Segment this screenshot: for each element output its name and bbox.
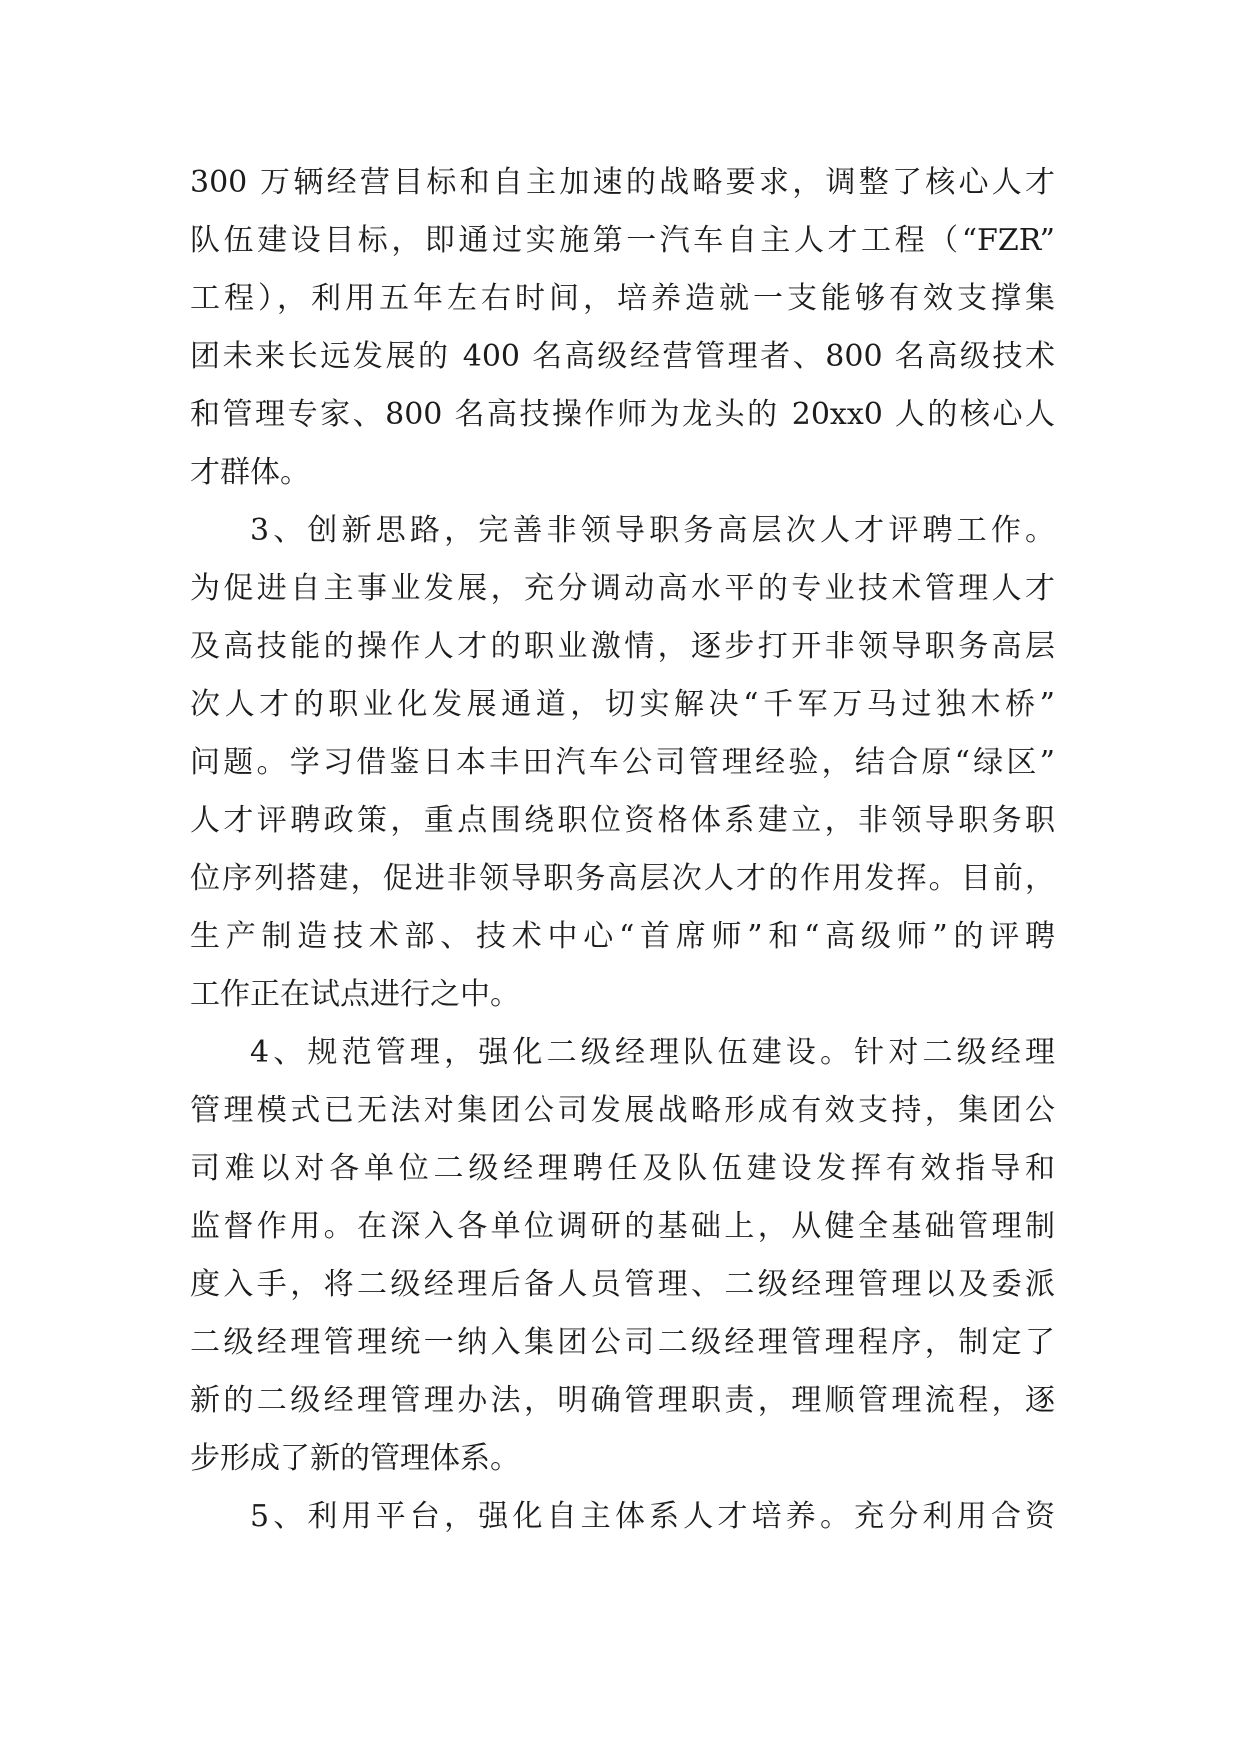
text-line: 司难以对各单位二级经理聘任及队伍建设发挥有效指导和 — [190, 1151, 1055, 1186]
text-line: 300 万辆经营目标和自主加速的战略要求，调整了核心人才 — [190, 165, 1055, 200]
paragraph-heading-4: 4、规范管理，强化二级经理队伍建设。针对二级经理 — [250, 1035, 1055, 1070]
text-line: 问题。学习借鉴日本丰田汽车公司管理经验，结合原“绿区” — [190, 745, 1055, 780]
text-line: 新的二级经理管理办法，明确管理职责，理顺管理流程，逐 — [190, 1383, 1055, 1418]
text-line: 人才评聘政策，重点围绕职位资格体系建立，非领导职务职 — [190, 803, 1055, 838]
paragraph-heading-5: 5、利用平台，强化自主体系人才培养。充分利用合资 — [250, 1499, 1055, 1534]
text-line: 为促进自主事业发展，充分调动高水平的专业技术管理人才 — [190, 571, 1055, 606]
text-line: 位序列搭建，促进非领导职务高层次人才的作用发挥。目前， — [190, 861, 1055, 896]
text-line: 生产制造技术部、技术中心“首席师”和“高级师”的评聘 — [190, 919, 1055, 954]
text-line: 团未来长远发展的 400 名高级经营管理者、800 名高级技术 — [190, 339, 1055, 374]
text-line: 才群体。 — [190, 455, 310, 490]
text-line: 工作正在试点进行之中。 — [190, 977, 520, 1012]
text-line: 工程），利用五年左右时间，培养造就一支能够有效支撑集 — [190, 281, 1055, 316]
text-line: 和管理专家、800 名高技操作师为龙头的 20xx0 人的核心人 — [190, 397, 1055, 432]
text-line: 监督作用。在深入各单位调研的基础上，从健全基础管理制 — [190, 1209, 1055, 1244]
text-line: 管理模式已无法对集团公司发展战略形成有效支持，集团公 — [190, 1093, 1055, 1128]
text-line: 步形成了新的管理体系。 — [190, 1441, 520, 1476]
paragraph-heading-3: 3、创新思路，完善非领导职务高层次人才评聘工作。 — [250, 513, 1055, 548]
text-line: 二级经理管理统一纳入集团公司二级经理管理程序，制定了 — [190, 1325, 1055, 1360]
text-line: 队伍建设目标，即通过实施第一汽车自主人才工程（“FZR” — [190, 223, 1055, 258]
text-line: 及高技能的操作人才的职业激情，逐步打开非领导职务高层 — [190, 629, 1055, 664]
text-line: 次人才的职业化发展通道，切实解决“千军万马过独木桥” — [190, 687, 1055, 722]
text-line: 度入手，将二级经理后备人员管理、二级经理管理以及委派 — [190, 1267, 1055, 1302]
